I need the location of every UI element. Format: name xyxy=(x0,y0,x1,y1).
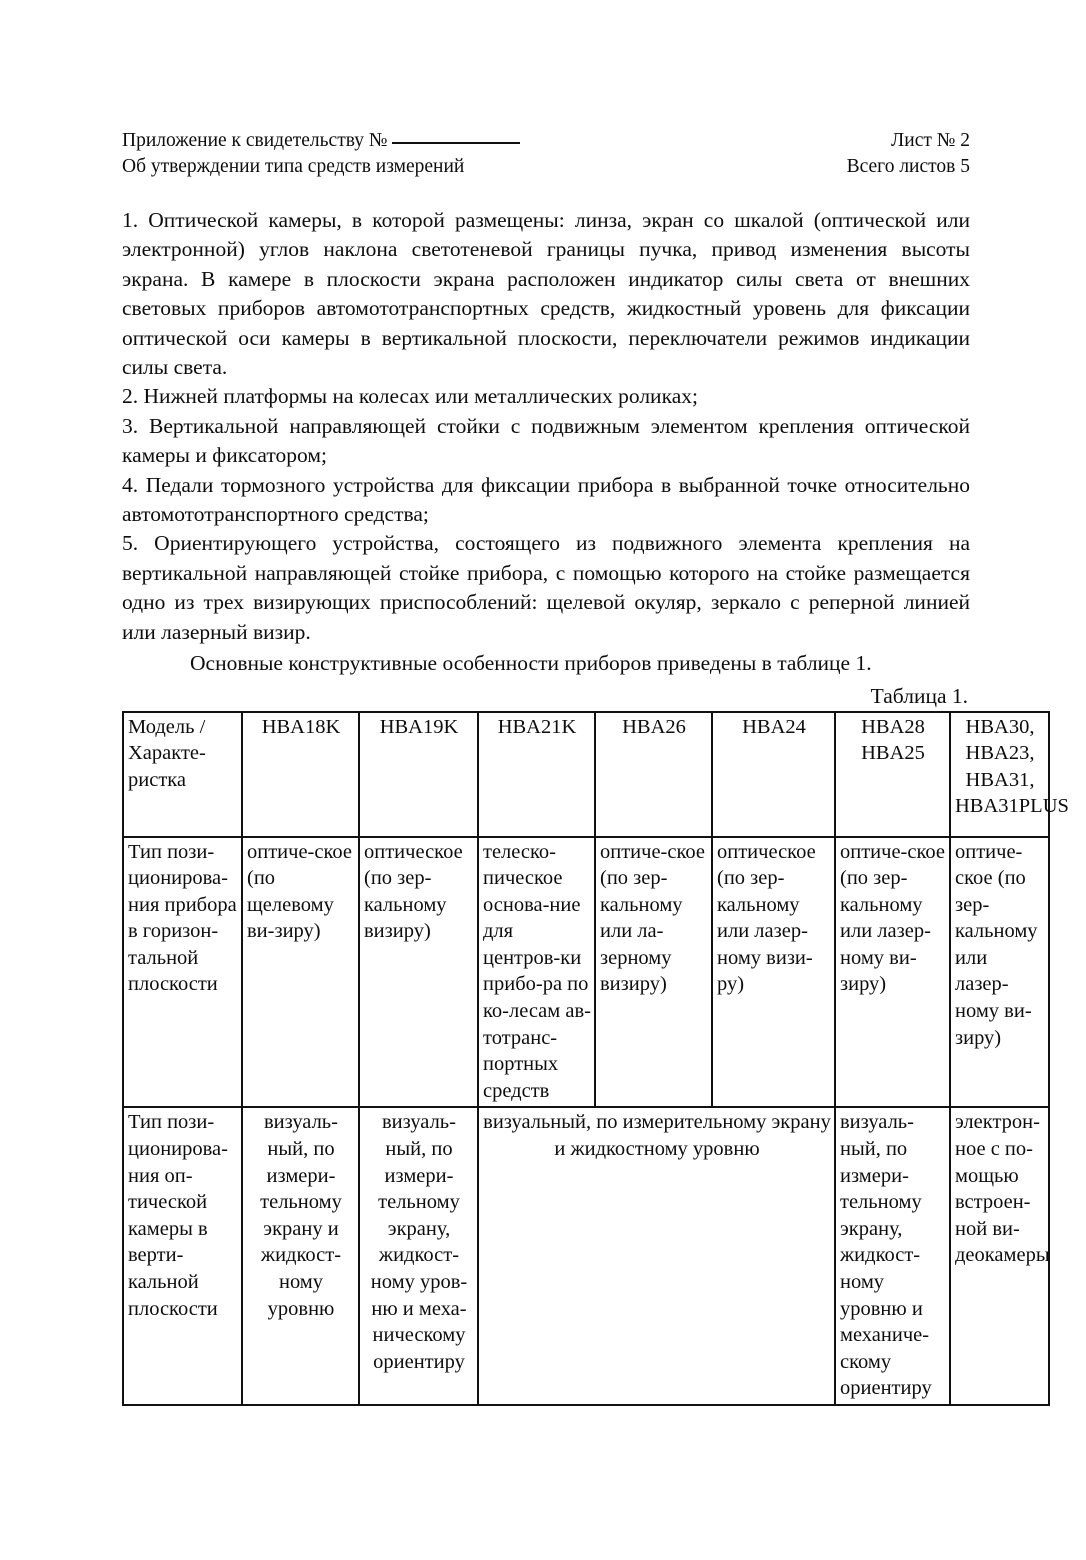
page-header xyxy=(122,128,970,180)
header-left-block xyxy=(122,128,520,180)
cell-r2-hba28-hba25: визуаль-ный, по измери-тельному экрану, жидкост-ному уровню и механиче-скому ориентиру xyxy=(835,1107,950,1405)
table-header-cell-hba26: HBA26 xyxy=(595,712,712,837)
cell-r2-merged-hba21k-hba26-hba24: визуальный, по измерительному экрану и жидкостному уровню xyxy=(478,1107,835,1405)
table-header-cell-hba30-group: HBA30, HBA23, HBA31, HBA31PLUS xyxy=(950,712,1049,837)
body-text xyxy=(122,206,970,679)
cell-r2-hba19k: визуаль-ный, по измери-тельному экрану, жидкост-ному уров-ню и меха-ническому ориентиру xyxy=(359,1107,478,1405)
sheet-number: Лист № 2 xyxy=(891,130,970,151)
table-header-cell-hba21k: HBA21K xyxy=(478,712,595,837)
total-sheets: Всего листов 5 xyxy=(846,156,970,177)
table-header-cell-hba18k: HBA18K xyxy=(242,712,359,837)
paragraph-2: 2. Нижней платформы на колесах или металлических роликах; xyxy=(122,384,698,409)
cell-r2-hba30-group: электрон-ное с по-мощью встроен-ной ви-деокамеры xyxy=(950,1107,1049,1405)
paragraph-5: 5. Ориентирующего устройства, состоящего из подвижного элемента крепления на вертикальной направляющей стойке прибора, с помощью которого на стойке размещается одно из трех визирующих приспособлений: щелевой окуляр, зеркало с реперной линией или лазерный визир. xyxy=(122,531,970,644)
cell-r1-hba18k: оптиче-ское (по щелевому ви-зиру) xyxy=(242,837,359,1108)
table-header-cell-model: Модель / Характе-ристка xyxy=(123,712,242,837)
cell-r1-hba19k: оптическое (по зер-кальному визиру) xyxy=(359,837,478,1108)
row-label-vertical-positioning: Тип пози-ционирова-ния оп-тической камеры в верти-кальной плоскости xyxy=(123,1107,242,1405)
header-appendix-line xyxy=(122,128,520,154)
header-approval-line: Об утверждении типа средств измерений xyxy=(122,156,465,177)
table-caption: Таблица 1. xyxy=(870,683,968,708)
certificate-number-blank xyxy=(392,142,520,144)
table-header-cell-hba28-hba25: HBA28 HBA25 xyxy=(835,712,950,837)
header-appendix-label: Приложение к свидетельству № xyxy=(122,130,388,151)
table-header-cell-hba24: HBA24 xyxy=(712,712,835,837)
cell-r1-hba26: оптиче-ское (по зер-кальному или ла-зерному визиру) xyxy=(595,837,712,1108)
paragraph-6: Основные конструктивные особенности приборов приведены в таблице 1. xyxy=(190,651,872,676)
cell-r2-hba18k: визуаль-ный, по измери-тельному экрану и жидкост-ному уровню xyxy=(242,1107,359,1405)
table-row xyxy=(123,837,1049,1108)
paragraph-4: 4. Педали тормозного устройства для фиксации прибора в выбранной точке относительно автомототранспортного средства; xyxy=(122,472,970,527)
page-content xyxy=(122,128,1069,1406)
table-header-row xyxy=(123,712,1049,837)
paragraph-1: 1. Оптической камеры, в которой размещены: линза, экран со шкалой (оптической или электронной) углов наклона светотеневой границы пучка, привод изменения высоты экрана. В камере в плоскости экрана расположен индикатор силы света от внешних световых приборов автомототранспортных средств, жидкостный уровень для фиксации оптической оси камеры в вертикальной плоскости, переключатели режимов индикации силы света. xyxy=(122,208,970,380)
specifications-table xyxy=(122,711,1069,1406)
cell-r1-hba28-hba25: оптиче-ское (по зер-кальному или лазер-ному ви-зиру) xyxy=(835,837,950,1108)
paragraph-3: 3. Вертикальной направляющей стойки с подвижным элементом крепления оптической камеры и фиксатором; xyxy=(122,413,970,468)
cell-r1-hba24: оптическое (по зер-кальному или лазер-ному визи-ру) xyxy=(712,837,835,1108)
header-right-block xyxy=(847,128,970,180)
table-row xyxy=(123,1107,1049,1405)
table-header-cell-hba19k: HBA19K xyxy=(359,712,478,837)
row-label-horizontal-positioning: Тип пози-ционирова-ния прибора в горизон-тальной плоскости xyxy=(123,837,242,1108)
cell-r1-hba30-group: оптиче-ское (по зер-кальному или лазер-ному ви-зиру) xyxy=(950,837,1049,1108)
cell-r1-hba21k: телеско-пическое основа-ние для центров-ки прибо-ра по ко-лесам ав-тотранс-портных средств xyxy=(478,837,595,1108)
